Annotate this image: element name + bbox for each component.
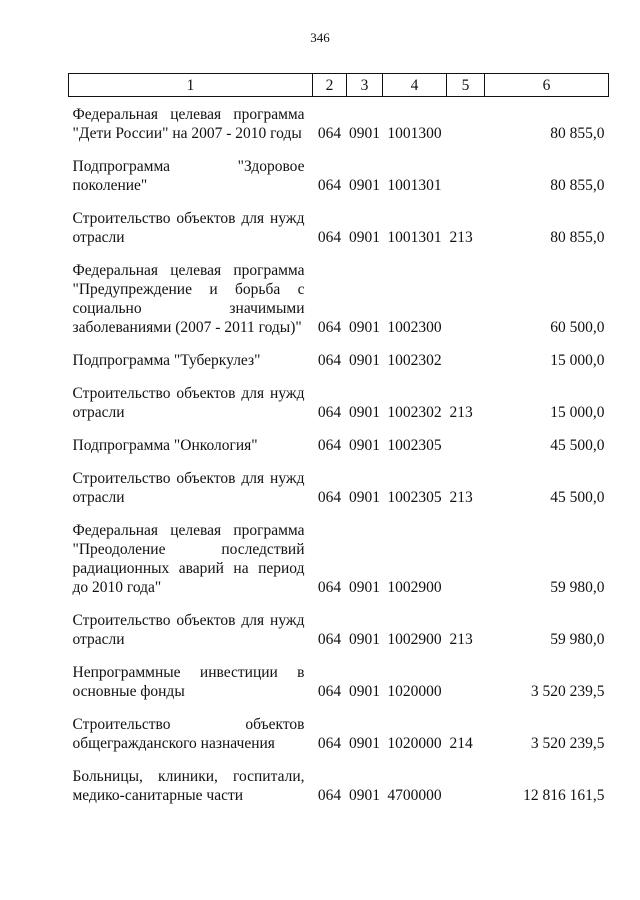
- expense-code: [447, 513, 485, 603]
- ministry-code: 064: [317, 229, 342, 246]
- amount: 80 855,0: [550, 229, 605, 246]
- section-code: 0901: [349, 735, 380, 752]
- amount: 59 980,0: [550, 579, 605, 596]
- page-number: 346: [310, 30, 330, 45]
- section-code: 0901: [349, 177, 380, 194]
- row-name: Непрограммные инвестиции в основные фонды: [72, 664, 305, 700]
- section-code: 0901: [349, 579, 380, 596]
- header-col-6: 6: [485, 74, 609, 97]
- ministry-code: 064: [317, 489, 342, 506]
- table-row: [69, 461, 609, 513]
- header-col-5: 5: [447, 74, 485, 97]
- amount: 80 855,0: [550, 177, 605, 194]
- section-code: 0901: [349, 125, 380, 142]
- table-row: [69, 655, 609, 707]
- expense-code: 213: [449, 229, 473, 246]
- expense-code: [447, 428, 485, 461]
- section-code: 0901: [349, 352, 380, 369]
- ministry-code: 064: [317, 125, 342, 142]
- expense-code: [447, 343, 485, 376]
- header-col-3: 3: [347, 74, 383, 97]
- amount: 3 520 239,5: [530, 683, 605, 700]
- amount: 15 000,0: [550, 352, 605, 369]
- table-row: [69, 428, 609, 461]
- section-code: 0901: [349, 631, 380, 648]
- section-code: 0901: [349, 437, 380, 454]
- table-row: [69, 603, 609, 655]
- table-row: [69, 759, 609, 811]
- amount: 15 000,0: [550, 404, 605, 421]
- table-row: [69, 201, 609, 253]
- row-name: Подпрограмма "Онкология": [72, 437, 258, 454]
- amount: 60 500,0: [550, 319, 605, 336]
- ministry-code: 064: [317, 579, 342, 596]
- target-code: 4700000: [387, 787, 442, 804]
- ministry-code: 064: [317, 631, 342, 648]
- row-name: Строительство объектов для нужд отрасли: [72, 470, 305, 506]
- header-col-4: 4: [383, 74, 447, 97]
- expense-code: [447, 149, 485, 201]
- table-header: [69, 74, 609, 97]
- ministry-code: 064: [317, 437, 342, 454]
- amount: 3 520 239,5: [530, 735, 605, 752]
- ministry-code: 064: [317, 735, 342, 752]
- expense-code: [447, 97, 485, 150]
- row-name: Федеральная целевая программа "Дети России" на 2007 - 2010 годы: [72, 106, 305, 142]
- target-code: 1001301: [387, 229, 442, 246]
- target-code: 1002900: [387, 579, 442, 596]
- section-code: 0901: [349, 787, 380, 804]
- section-code: 0901: [349, 229, 380, 246]
- section-code: 0901: [349, 319, 380, 336]
- table-row: [69, 376, 609, 428]
- target-code: 1001300: [387, 125, 442, 142]
- ministry-code: 064: [317, 319, 342, 336]
- amount: 80 855,0: [550, 125, 605, 142]
- table-row: [69, 149, 609, 201]
- ministry-code: 064: [317, 404, 342, 421]
- row-name: Строительство объектов для нужд отрасли: [72, 210, 305, 246]
- row-name: Строительство объектов общегражданского назначения: [72, 716, 305, 752]
- amount: 45 500,0: [550, 489, 605, 506]
- row-name: Больницы, клиники, госпитали, медико-санитарные части: [72, 768, 305, 804]
- target-code: 1001301: [387, 177, 442, 194]
- expense-code: [447, 759, 485, 811]
- section-code: 0901: [349, 489, 380, 506]
- amount: 12 816 161,5: [523, 787, 605, 804]
- ministry-code: 064: [317, 352, 342, 369]
- table-row: [69, 97, 609, 150]
- target-code: 1002305: [387, 437, 442, 454]
- target-code: 1002300: [387, 319, 442, 336]
- expense-code: [447, 253, 485, 343]
- row-name: Строительство объектов для нужд отрасли: [72, 385, 305, 421]
- row-name: Федеральная целевая программа "Предупреждение и борьба с социально значимыми заболеваниями (2007 - 2011 годы)": [72, 262, 305, 336]
- ministry-code: 064: [317, 787, 342, 804]
- table-body: [69, 97, 609, 812]
- header-col-1: 1: [69, 74, 313, 97]
- section-code: 0901: [349, 683, 380, 700]
- expense-code: [447, 655, 485, 707]
- ministry-code: 064: [317, 177, 342, 194]
- expense-code: 213: [449, 404, 473, 421]
- expense-code: 213: [449, 631, 473, 648]
- budget-table: [68, 73, 609, 811]
- expense-code: 214: [449, 735, 473, 752]
- row-name: Подпрограмма "Здоровое поколение": [72, 158, 305, 194]
- row-name: Строительство объектов для нужд отрасли: [72, 612, 305, 648]
- row-name: Подпрограмма "Туберкулез": [72, 352, 261, 369]
- target-code: 1020000: [387, 735, 442, 752]
- table-row: [69, 343, 609, 376]
- row-name: Федеральная целевая программа "Преодоление последствий радиационных аварий на период до 2010 года": [72, 522, 305, 596]
- target-code: 1020000: [387, 683, 442, 700]
- section-code: 0901: [349, 404, 380, 421]
- target-code: 1002302: [387, 404, 442, 421]
- table-row: [69, 513, 609, 603]
- target-code: 1002900: [387, 631, 442, 648]
- expense-code: 213: [449, 489, 473, 506]
- header-col-2: 2: [313, 74, 347, 97]
- table-row: [69, 707, 609, 759]
- target-code: 1002302: [387, 352, 442, 369]
- amount: 45 500,0: [550, 437, 605, 454]
- table-row: [69, 253, 609, 343]
- target-code: 1002305: [387, 489, 442, 506]
- amount: 59 980,0: [550, 631, 605, 648]
- ministry-code: 064: [317, 683, 342, 700]
